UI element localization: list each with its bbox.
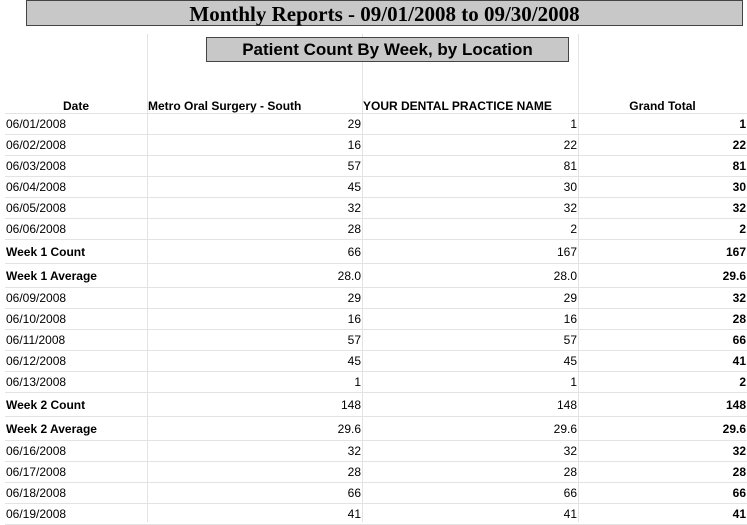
- metro-count-cell: 41: [147, 504, 362, 525]
- practice-count-cell: 81: [362, 156, 578, 177]
- date-cell: 06/01/2008: [5, 114, 147, 135]
- metro-count-cell: 28.0: [147, 264, 362, 288]
- practice-count-cell: 148: [362, 393, 578, 417]
- date-cell: 06/06/2008: [5, 219, 147, 240]
- metro-count-cell: 148: [147, 393, 362, 417]
- table-header-row: [5, 92, 747, 114]
- summary-row: [5, 417, 747, 441]
- date-cell: Week 2 Average: [5, 417, 147, 441]
- date-cell: Week 1 Count: [5, 240, 147, 264]
- metro-count-cell: 45: [147, 177, 362, 198]
- metro-count-cell: 57: [147, 156, 362, 177]
- grand-total-cell: 66: [578, 330, 747, 351]
- patient-count-table: [5, 92, 747, 525]
- practice-count-cell: 16: [362, 309, 578, 330]
- metro-count-cell: 66: [147, 483, 362, 504]
- date-cell: Week 1 Average: [5, 264, 147, 288]
- column-header-grand-total: Grand Total: [578, 92, 747, 114]
- section-title: Patient Count By Week, by Location: [206, 37, 569, 62]
- grand-total-cell: 32: [578, 441, 747, 462]
- table-row: [5, 483, 747, 504]
- grand-total-cell: 2: [578, 219, 747, 240]
- date-cell: 06/02/2008: [5, 135, 147, 156]
- practice-count-cell: 32: [362, 441, 578, 462]
- table-row: [5, 330, 747, 351]
- practice-count-cell: 1: [362, 114, 578, 135]
- summary-row: [5, 240, 747, 264]
- table-row: [5, 219, 747, 240]
- date-cell: 06/11/2008: [5, 330, 147, 351]
- grand-total-cell: 41: [578, 504, 747, 525]
- practice-count-cell: 57: [362, 330, 578, 351]
- metro-count-cell: 57: [147, 330, 362, 351]
- date-cell: 06/04/2008: [5, 177, 147, 198]
- table-row: [5, 441, 747, 462]
- metro-count-cell: 32: [147, 441, 362, 462]
- grand-total-cell: 28: [578, 309, 747, 330]
- practice-count-cell: 30: [362, 177, 578, 198]
- metro-count-cell: 32: [147, 198, 362, 219]
- practice-count-cell: 29: [362, 288, 578, 309]
- column-header-metro: Metro Oral Surgery - South: [147, 92, 362, 114]
- summary-row: [5, 264, 747, 288]
- column-header-practice: YOUR DENTAL PRACTICE NAME: [362, 92, 578, 114]
- date-cell: 06/05/2008: [5, 198, 147, 219]
- metro-count-cell: 45: [147, 351, 362, 372]
- date-cell: 06/13/2008: [5, 372, 147, 393]
- practice-count-cell: 45: [362, 351, 578, 372]
- table-row: [5, 351, 747, 372]
- table-row: [5, 198, 747, 219]
- date-cell: 06/03/2008: [5, 156, 147, 177]
- metro-count-cell: 66: [147, 240, 362, 264]
- practice-count-cell: 28: [362, 462, 578, 483]
- practice-count-cell: 29.6: [362, 417, 578, 441]
- table-row: [5, 288, 747, 309]
- grand-total-cell: 41: [578, 351, 747, 372]
- grand-total-cell: 29.6: [578, 417, 747, 441]
- grand-total-cell: 1: [578, 114, 747, 135]
- grand-total-cell: 66: [578, 483, 747, 504]
- metro-count-cell: 29: [147, 288, 362, 309]
- date-cell: Week 2 Count: [5, 393, 147, 417]
- date-cell: 06/09/2008: [5, 288, 147, 309]
- table-row: [5, 177, 747, 198]
- grand-total-cell: 32: [578, 288, 747, 309]
- date-cell: 06/10/2008: [5, 309, 147, 330]
- summary-row: [5, 393, 747, 417]
- grand-total-cell: 29.6: [578, 264, 747, 288]
- practice-count-cell: 32: [362, 198, 578, 219]
- table-row: [5, 156, 747, 177]
- metro-count-cell: 29.6: [147, 417, 362, 441]
- report-title: Monthly Reports - 09/01/2008 to 09/30/2008: [26, 0, 743, 26]
- practice-count-cell: 41: [362, 504, 578, 525]
- metro-count-cell: 1: [147, 372, 362, 393]
- metro-count-cell: 16: [147, 135, 362, 156]
- practice-count-cell: 167: [362, 240, 578, 264]
- grand-total-cell: 167: [578, 240, 747, 264]
- column-header-date: Date: [5, 92, 147, 114]
- date-cell: 06/19/2008: [5, 504, 147, 525]
- date-cell: 06/18/2008: [5, 483, 147, 504]
- table-row: [5, 309, 747, 330]
- practice-count-cell: 1: [362, 372, 578, 393]
- practice-count-cell: 28.0: [362, 264, 578, 288]
- practice-count-cell: 66: [362, 483, 578, 504]
- practice-count-cell: 22: [362, 135, 578, 156]
- table-row: [5, 114, 747, 135]
- grand-total-cell: 81: [578, 156, 747, 177]
- grand-total-cell: 32: [578, 198, 747, 219]
- date-cell: 06/17/2008: [5, 462, 147, 483]
- grand-total-cell: 22: [578, 135, 747, 156]
- grand-total-cell: 2: [578, 372, 747, 393]
- date-cell: 06/16/2008: [5, 441, 147, 462]
- date-cell: 06/12/2008: [5, 351, 147, 372]
- grand-total-cell: 148: [578, 393, 747, 417]
- metro-count-cell: 28: [147, 219, 362, 240]
- table-row: [5, 462, 747, 483]
- metro-count-cell: 28: [147, 462, 362, 483]
- practice-count-cell: 2: [362, 219, 578, 240]
- table-row: [5, 135, 747, 156]
- grand-total-cell: 28: [578, 462, 747, 483]
- table-row: [5, 372, 747, 393]
- metro-count-cell: 16: [147, 309, 362, 330]
- table-row: [5, 504, 747, 525]
- metro-count-cell: 29: [147, 114, 362, 135]
- grand-total-cell: 30: [578, 177, 747, 198]
